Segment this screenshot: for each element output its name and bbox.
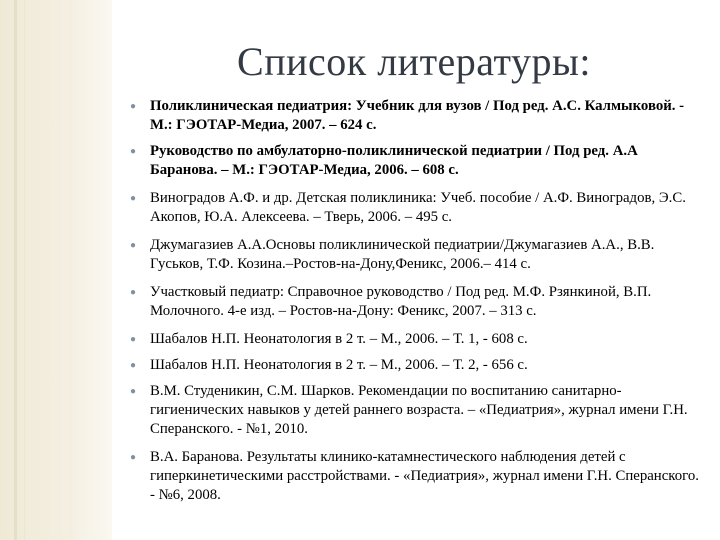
reference-item (128, 142, 702, 180)
reference-text: В.М. Студеникин, С.М. Шарков. Рекомендации по воспитанию санитарно-гигиенических навыков у детей раннего возраста. – «Педиатрия», журнал имени Г.Н. Сперанского. - №1, 2010. (150, 383, 688, 437)
reference-text: Виноградов А.Ф. и др. Детская поликлиника: Учеб. пособие / А.Ф. Виноградов, Э.С. Акопов, Ю.А. Алексеева. – Тверь, 2006. – 495 с. (150, 190, 686, 225)
bullet-icon: ● (130, 193, 137, 204)
reference-text: Джумагазиев А.А.Основы поликлинической педиатрии/Джумагазиев А.А., В.В. Гуськов, Т.Ф. Козина.–Ростов-на-Дону,Феникс, 2006.– 414 с. (150, 237, 655, 272)
reference-text: Поликлиническая педиатрия: Учебник для вузов / Под ред. А.С. Калмыковой. - М.: ГЭОТАР-Медиа, 2007. – 624 с. (150, 98, 685, 133)
decorative-stripe (24, 0, 25, 540)
bullet-icon: ● (130, 334, 137, 345)
reference-text: Участковый педиатр: Справочное руководство / Под ред. М.Ф. Рзянкиной, В.П. Молочного. 4-е изд. – Ростов-на-Дону: Феникс, 2007. – 313 с. (150, 284, 652, 319)
decorative-side-panel (0, 0, 112, 540)
reference-item (128, 283, 702, 321)
bullet-icon: ● (130, 360, 137, 371)
reference-text: Шабалов Н.П. Неонатология в 2 т. – М., 2006. – Т. 2, - 656 с. (150, 357, 528, 373)
reference-text: Шабалов Н.П. Неонатология в 2 т. – М., 2006. – Т. 1, - 608 с. (150, 331, 528, 347)
bullet-icon: ● (130, 452, 137, 463)
reference-list (128, 97, 702, 512)
reference-item (128, 189, 702, 227)
reference-item (128, 448, 702, 505)
slide-title: Список литературы: (237, 39, 591, 84)
reference-item (128, 236, 702, 274)
reference-item (128, 356, 702, 375)
bullet-icon: ● (130, 386, 137, 397)
reference-item (128, 330, 702, 349)
bullet-icon: ● (130, 287, 137, 298)
decorative-stripe (70, 0, 71, 540)
reference-item (128, 382, 702, 439)
decorative-stripe (14, 0, 17, 540)
bullet-icon: ● (130, 146, 137, 157)
reference-item (128, 97, 702, 135)
bullet-icon: ● (130, 240, 137, 251)
bullet-icon: ● (130, 101, 137, 112)
reference-text: В.А. Баранова. Результаты клинико-катамнестического наблюдения детей с гиперкинетическими расстройствами. - «Педиатрия», журнал имени Г.Н. Сперанского. - №6, 2008. (150, 449, 699, 503)
reference-text: Руководство по амбулаторно-поликлинической педиатрии / Под ред. А.А Баранова. – М.: ГЭОТАР-Медиа, 2006. – 608 с. (150, 143, 638, 178)
